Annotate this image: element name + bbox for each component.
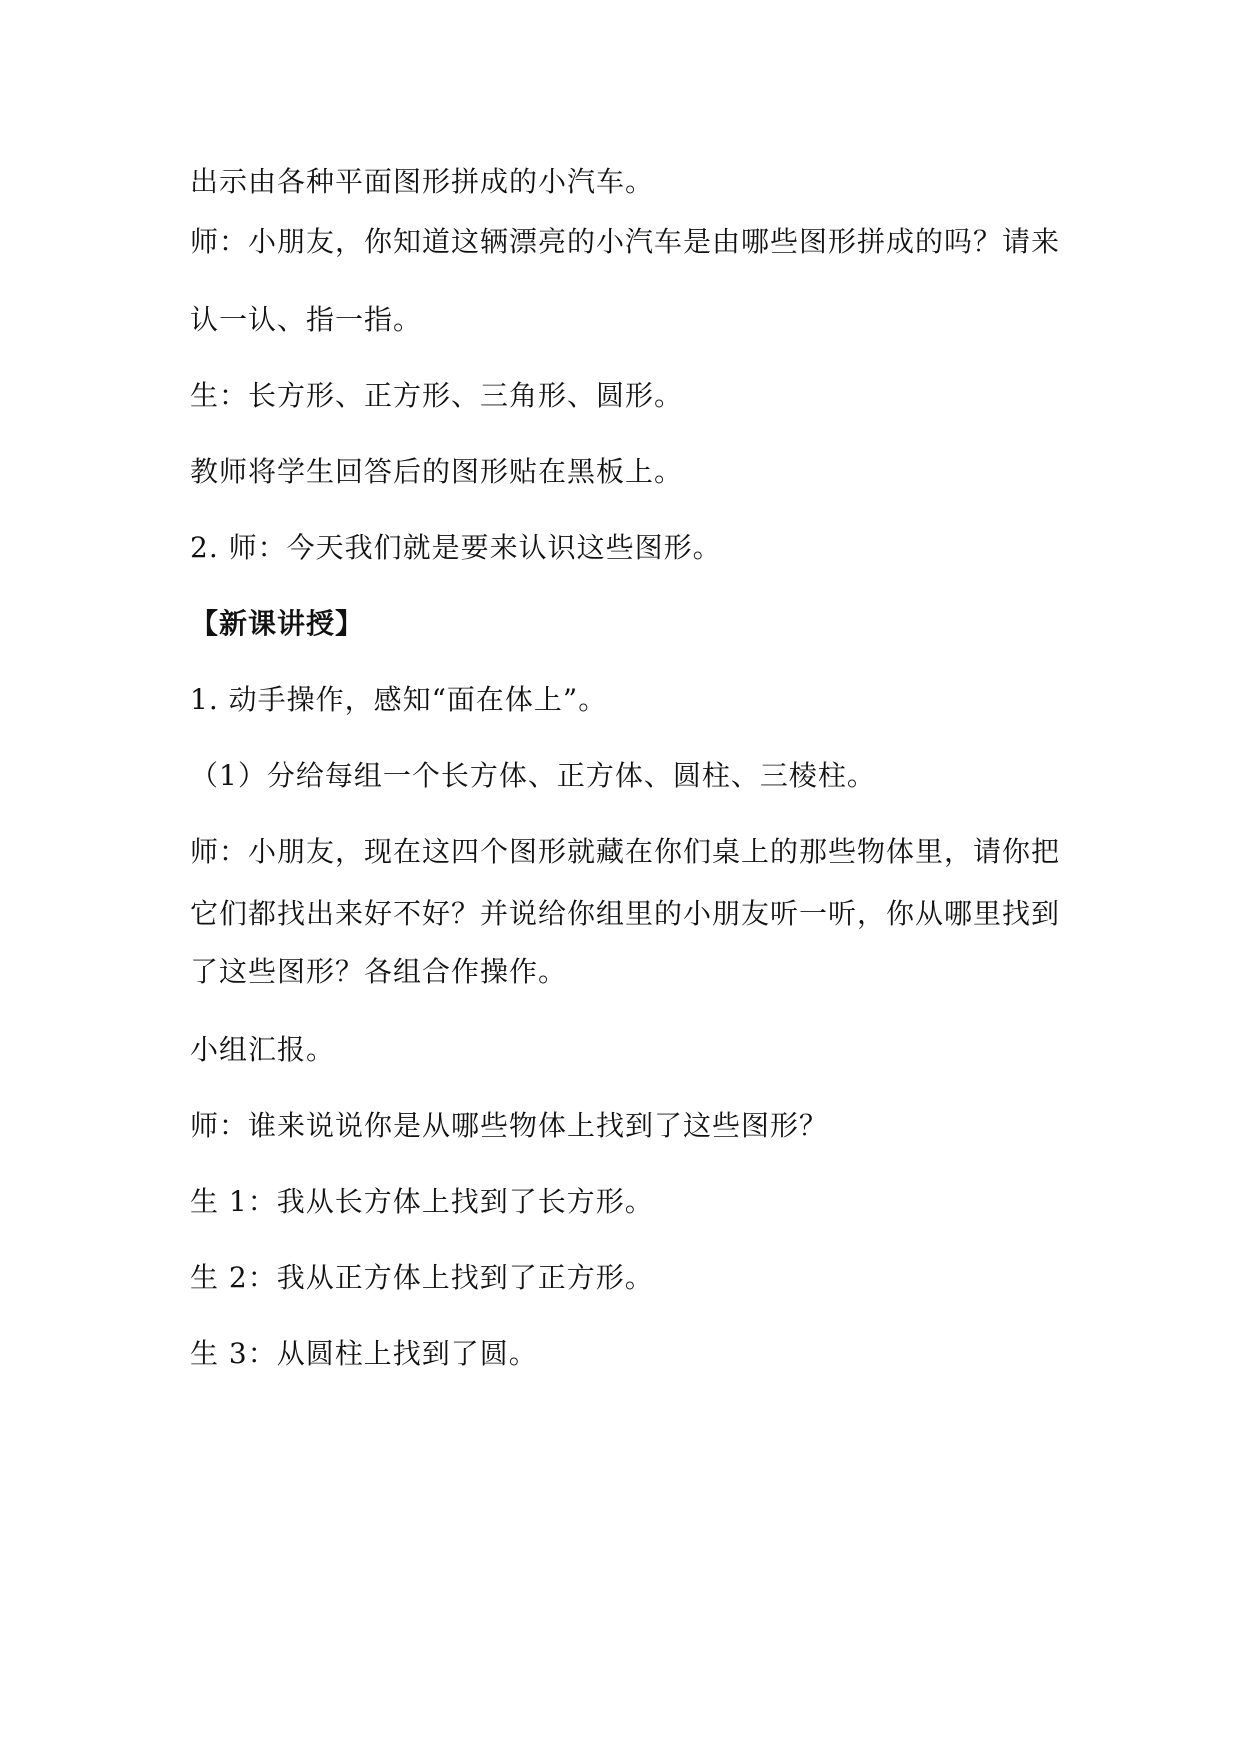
paragraph-intro: 出示由各种平面图形拼成的小汽车。 [190,165,655,198]
paragraph-step-1: 1. 动手操作，感知“面在体上”。 [190,683,608,716]
paragraph-group-report: 小组汇报。 [190,1033,336,1066]
paragraph-step-2: 2. 师：今天我们就是要来认识这些图形。 [190,531,722,564]
paragraph-teacher-ask: 师：谁来说说你是从哪些物体上找到了这些图形？ [190,1109,829,1142]
paragraph-teacher-question-cont: 认一认、指一指。 [190,303,423,336]
paragraph-teacher-instruction: 师：小朋友，现在这四个图形就藏在你们桌上的那些物体里，请你把 [190,835,1061,868]
paragraph-substep-1: （1）分给每组一个长方体、正方体、圆柱、三棱柱。 [190,759,876,792]
paragraph-teacher-instruction-cont: 它们都找出来好不好？并说给你组里的小朋友听一听，你从哪里找到 [190,897,1061,930]
paragraph-teacher-action: 教师将学生回答后的图形贴在黑板上。 [190,455,684,488]
paragraph-teacher-question: 师：小朋友，你知道这辆漂亮的小汽车是由哪些图形拼成的吗？请来 [190,225,1061,258]
paragraph-student-3: 生 3：从圆柱上找到了圆。 [190,1337,538,1370]
paragraph-student-2: 生 2：我从正方体上找到了正方形。 [190,1261,654,1294]
section-heading: 【新课讲授】 [190,607,365,640]
paragraph-student-answer: 生：长方形、正方形、三角形、圆形。 [190,379,684,412]
paragraph-teacher-instruction-end: 了这些图形？各组合作操作。 [190,955,568,988]
paragraph-student-1: 生 1：我从长方体上找到了长方形。 [190,1185,654,1218]
